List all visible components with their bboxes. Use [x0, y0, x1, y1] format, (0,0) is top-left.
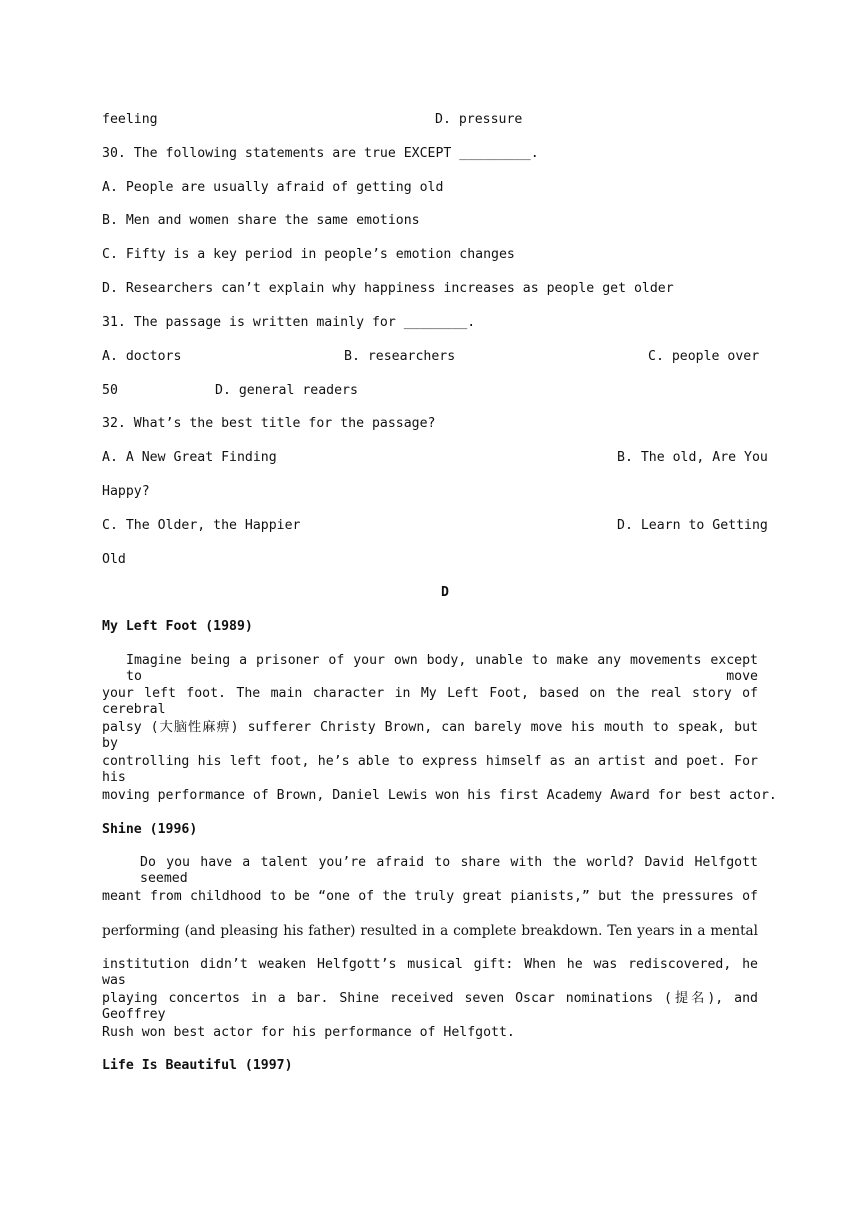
film-2-line-2: meant from childhood to be “one of the truly great pianists,” but the pressures of: [102, 889, 758, 904]
q32-option-b: B. The old, Are You: [617, 450, 768, 465]
film-1-line-3: palsy (大脑性麻痹) sufferer Christy Brown, can barely move his mouth to speak, but by: [102, 720, 758, 751]
q32-option-b-continued: Happy?: [102, 484, 150, 499]
q31-option-c: C. people over: [648, 349, 760, 364]
q31-option-d: D. general readers: [215, 383, 358, 398]
q32-option-d-continued: Old: [102, 552, 126, 567]
film-2-line-6: Rush won best actor for his performance of Helfgott.: [102, 1025, 515, 1040]
film-1-line-4: controlling his left foot, he’s able to express himself as an artist and poet. For his: [102, 754, 758, 785]
q30-option-d: D. Researchers can’t explain why happiness increases as people get older: [102, 281, 674, 296]
film-title-my-left-foot: My Left Foot (1989): [102, 619, 253, 634]
film-2-line-4: institution didn’t weaken Helfgott’s musical gift: When he was rediscovered, he was: [102, 957, 758, 988]
q32-option-a: A. A New Great Finding: [102, 450, 277, 465]
film-1-line-2: your left foot. The main character in My Left Foot, based on the real story of cerebral: [102, 686, 758, 717]
q32-stem: 32. What’s the best title for the passage?: [102, 416, 436, 431]
q29-option-c-continued: feeling: [102, 112, 158, 127]
q31-option-c-continued: 50: [102, 383, 118, 398]
q31-stem: 31. The passage is written mainly for ________.: [102, 315, 476, 330]
film-2-line-5: playing concertos in a bar. Shine received seven Oscar nominations (提名), and Geoffrey: [102, 991, 758, 1022]
film-2-line-1: Do you have a talent you’re afraid to share with the world? David Helfgott seemed: [140, 855, 758, 886]
film-1-line-1: Imagine being a prisoner of your own body, unable to make any movements except to move: [126, 653, 758, 684]
film-1-line-5: moving performance of Brown, Daniel Lewis won his first Academy Award for best actor.: [102, 788, 777, 803]
film-title-life-is-beautiful: Life Is Beautiful (1997): [102, 1058, 293, 1073]
q32-option-c: C. The Older, the Happier: [102, 518, 301, 533]
q31-option-a: A. doctors: [102, 349, 182, 364]
q29-option-d: D. pressure: [435, 112, 523, 127]
q32-option-d: D. Learn to Getting: [617, 518, 768, 533]
q31-option-b: B. researchers: [344, 349, 456, 364]
q30-option-b: B. Men and women share the same emotions: [102, 213, 420, 228]
q30-stem: 30. The following statements are true EXCEPT _________.: [102, 146, 539, 161]
q30-option-c: C. Fifty is a key period in people’s emotion changes: [102, 247, 515, 262]
film-2-line-3: performing (and pleasing his father) resulted in a complete breakdown. Ten years in a mental: [102, 923, 758, 939]
q30-option-a: A. People are usually afraid of getting old: [102, 180, 444, 195]
film-title-shine: Shine (1996): [102, 822, 198, 837]
section-heading: D: [441, 585, 449, 600]
